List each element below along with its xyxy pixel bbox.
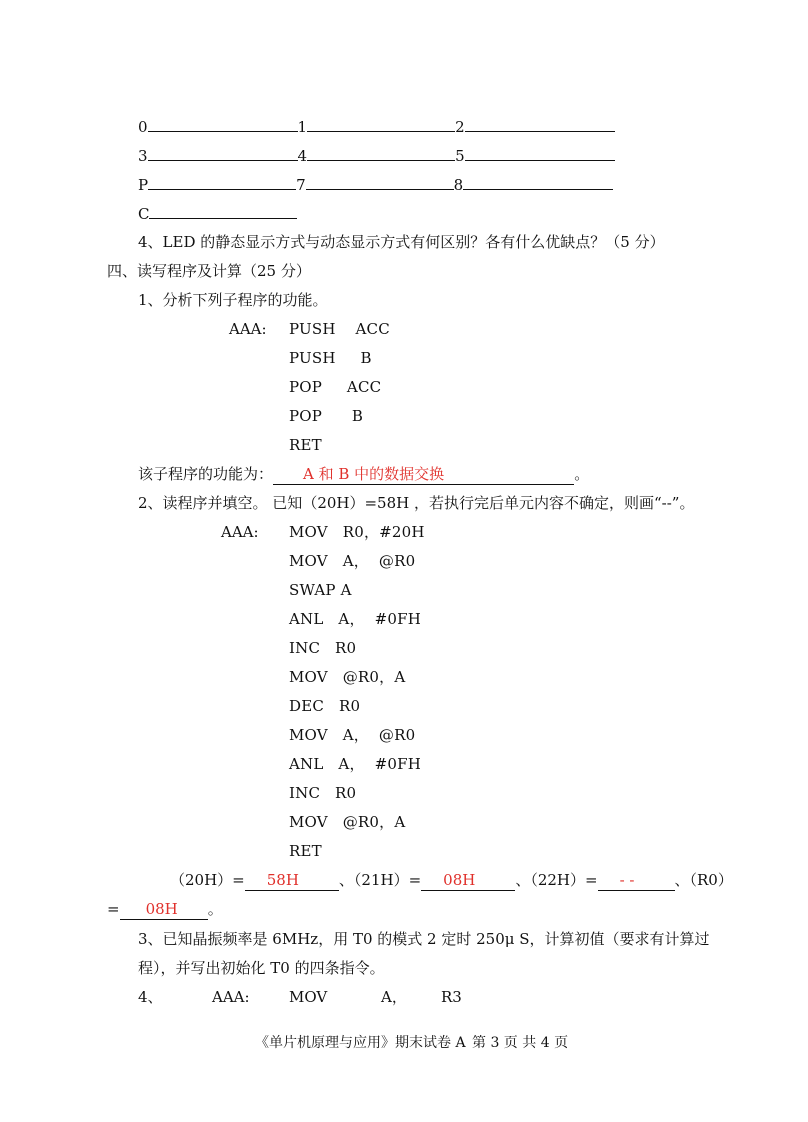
grid-row — [138, 145, 615, 166]
code-arg: R3 — [441, 988, 462, 1006]
question-3-4: 4、LED 的静态显示方式与动态显示方式有何区别？各有什么优缺点？（5 分） — [138, 233, 665, 251]
grid-label: 1 — [297, 118, 308, 136]
grid-label: 7 — [296, 176, 306, 194]
code-line: INC R0 — [289, 639, 357, 657]
answer-blank[interactable] — [307, 145, 455, 161]
answer-blank[interactable] — [245, 870, 339, 891]
answer-blank[interactable] — [465, 116, 615, 132]
answer-blank[interactable] — [148, 174, 296, 190]
question-4-2-prompt: 2、读程序并填空。 已知（20H）=58H ，若执行完后单元内容不确定，则画“--”。 — [138, 494, 695, 512]
code-line: SWAP A — [289, 581, 352, 599]
grid-label: 4 — [297, 147, 308, 165]
code-line: ANL A， #0FH — [289, 755, 421, 773]
code-label: AAA: — [212, 988, 250, 1006]
fill-line-4-2 — [170, 870, 733, 891]
code-line: MOV A， @R0 — [289, 552, 416, 570]
grid-row — [138, 203, 297, 224]
code-line: POP B — [289, 407, 364, 425]
code-line: ANL A， #0FH — [289, 610, 421, 628]
fill-label: 、（21H）= — [338, 871, 422, 889]
fill-label: 、（R0） — [674, 871, 733, 889]
grid-label: 8 — [453, 176, 464, 194]
code-line: MOV @R0，A — [289, 813, 406, 831]
answer-blank[interactable] — [421, 870, 515, 891]
code-line: RET — [289, 842, 322, 860]
answer-text: 08H — [145, 900, 178, 918]
code-line: PUSH ACC — [289, 320, 390, 338]
fill-label: 。 — [207, 900, 223, 918]
fill-label: 、（22H）= — [515, 871, 598, 889]
code-line: RET — [289, 436, 322, 454]
grid-label: 5 — [455, 147, 465, 165]
question-4-1-prompt: 1、分析下列子程序的功能。 — [138, 291, 328, 309]
code-line: POP ACC — [289, 378, 382, 396]
answer-text: 08H — [443, 871, 476, 889]
answer-text: 58H — [266, 871, 299, 889]
question-4-3-line2: 程），并写出初始化 T0 的四条指令。 — [138, 959, 385, 977]
fill-label: = — [107, 900, 120, 918]
answer-blank[interactable] — [307, 116, 455, 132]
code-label: AAA: — [221, 523, 259, 541]
answer-blank[interactable] — [463, 174, 613, 190]
answer-blank[interactable] — [149, 203, 297, 219]
code-line: INC R0 — [289, 784, 357, 802]
grid-label: 0 — [138, 118, 148, 136]
answer-prefix: 该子程序的功能为： — [138, 465, 274, 483]
grid-label: P — [138, 176, 149, 194]
footer-page: 第 3 页 共 4 页 — [472, 1035, 569, 1051]
code-line: DEC R0 — [289, 697, 361, 715]
grid-row — [138, 116, 615, 137]
code-line: MOV R0，#20H — [289, 523, 425, 541]
code-line: MOV @R0，A — [289, 668, 406, 686]
code-op: MOV — [289, 988, 328, 1006]
answer-blank[interactable] — [148, 116, 298, 132]
answer-blank[interactable] — [306, 174, 454, 190]
grid-label: C — [138, 205, 150, 223]
grid-label: 3 — [138, 147, 148, 165]
fill-line-4-2-cont — [107, 899, 223, 920]
grid-row — [138, 174, 613, 195]
question-4-4-num: 4、 — [138, 988, 163, 1006]
answer-suffix: 。 — [574, 465, 590, 483]
answer-blank[interactable] — [598, 870, 675, 891]
fill-label: （20H）= — [170, 871, 245, 889]
answer-blank[interactable] — [148, 145, 298, 161]
code-line: MOV A， @R0 — [289, 726, 416, 744]
code-arg: A， — [381, 988, 407, 1006]
answer-text: - - — [619, 871, 635, 889]
answer-text: A 和 B 中的数据交换 — [303, 465, 445, 483]
answer-blank[interactable] — [120, 899, 208, 920]
code-label: AAA: — [229, 320, 267, 338]
answer-blank[interactable] — [273, 464, 574, 485]
code-line: PUSH B — [289, 349, 372, 367]
grid-label: 2 — [455, 118, 465, 136]
answer-blank[interactable] — [465, 145, 615, 161]
footer-title: 《单片机原理与应用》期末试卷 A — [255, 1035, 466, 1051]
question-4-3-line1: 3、已知晶振频率是 6MHz，用 T0 的模式 2 定时 250μ S，计算初值（要求有计算过 — [138, 930, 710, 948]
answer-line-4-1 — [138, 464, 589, 485]
section-4-title: 四、读写程序及计算（25 分） — [107, 262, 311, 280]
